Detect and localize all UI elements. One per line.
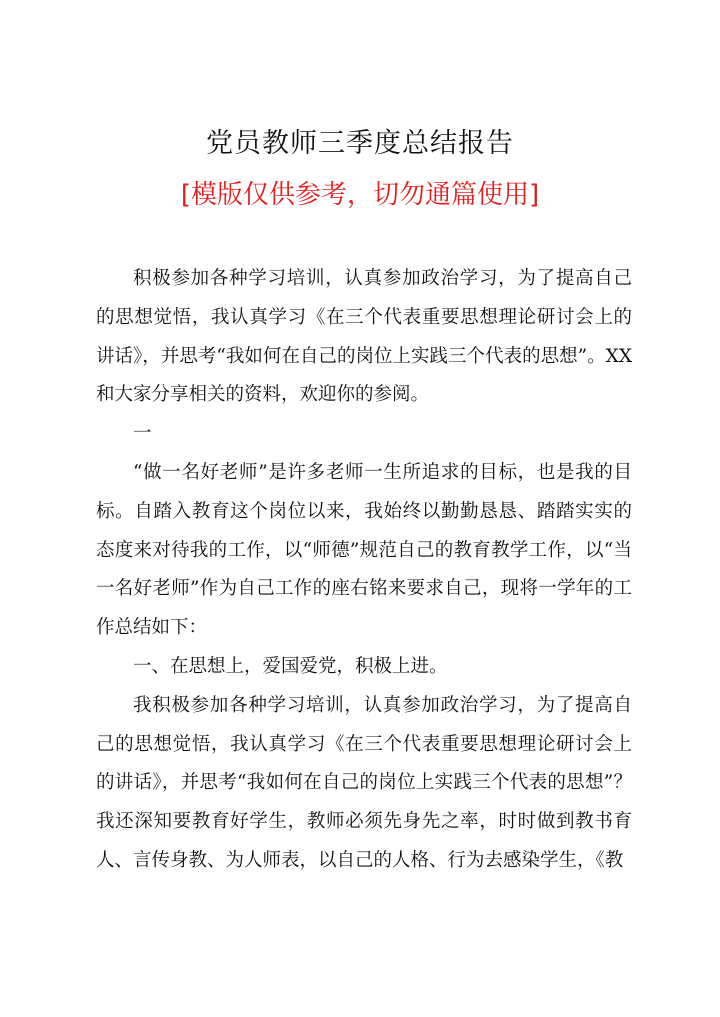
paragraph-goal: “做一名好老师”是许多老师一生所追求的目标，也是我的目标。自踏入教育这个岗位以来，我始终以勤勤恳恳、踏踏实实的态度来对待我的工作，以“师德”规范自己的教育教学工作，以“当一名好老师”作为自己工作的座右铭来要求自己，现将一学年的工作总结如下： <box>96 461 632 639</box>
paragraph-intro: 积极参加各种学习培训，认真参加政治学习，为了提高自己的思想觉悟，我认真学习《在三个代表重要思想理论研讨会上的讲话》，并思考“我如何在自己的岗位上实践三个代表的思想”。XX和大家分享相关的资料，欢迎你的参阅。 <box>96 268 632 406</box>
document-body <box>96 260 632 881</box>
paragraph-thought: 我积极参加各种学习培训，认真参加政治学习，为了提高自己的思想觉悟，我认真学习《在三个代表重要思想理论研讨会上的讲话》，并思考“我如何在自己的岗位上实践三个代表的思想”？我还深知要教育好学生，教师必须先身先之率，时时做到教书育人、言传身教、为人师表，以自己的人格、行为去感染学生，《教 <box>96 694 632 871</box>
section-heading-thought: 一、在思想上，爱国爱党，积极上进。 <box>133 655 448 677</box>
template-disclaimer: [模版仅供参考，切勿通篇使用] <box>180 180 540 210</box>
section-marker: 一 <box>133 423 152 445</box>
document-title: 党员教师三季度总结报告 <box>206 128 514 159</box>
